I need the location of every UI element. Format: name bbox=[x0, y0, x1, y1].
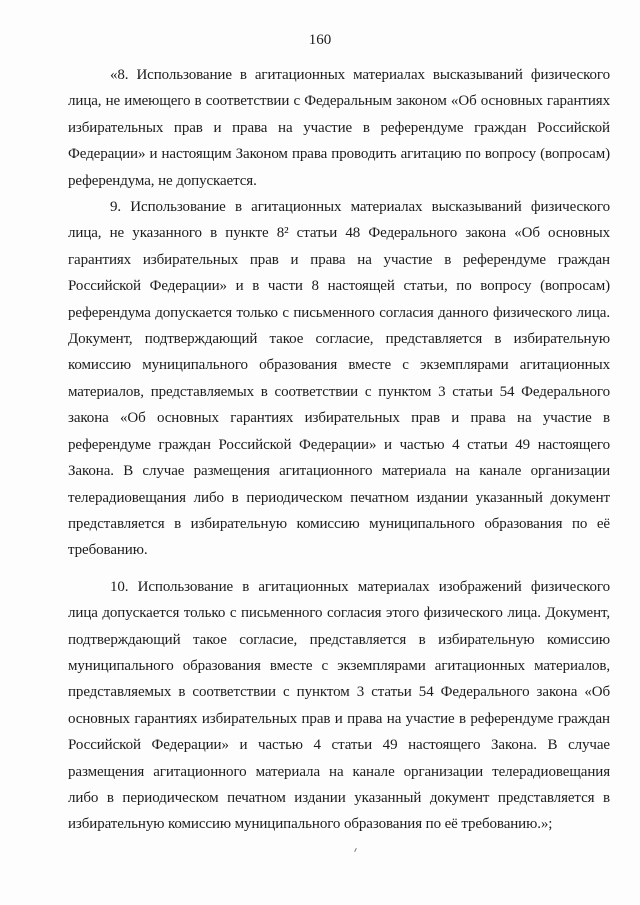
scan-speck bbox=[354, 848, 357, 852]
paragraph-9: 9. Использование в агитационных материалах высказываний физического лица, не указанного в пункте 8² статьи 48 Федерального закона «Об основных гарантиях избирательных прав и права на участие в референдуме граждан Российской Федерации» и в части 8 настоящей статьи, по вопросу (вопросам) референдума допускается только с письменного согласия данного физического лица. Документ, подтверждающий такое согласие, представляется в избирательную комиссию муниципального образования вместе с экземплярами агитационных материалов, представляемых в соответствии с пунктом 3 статьи 54 Федерального закона «Об основных гарантиях избирательных прав и права на участие в референдуме граждан Российской Федерации» и частью 4 статьи 49 настоящего Закона. В случае размещения агитационного материала на канале организации телерадиовещания либо в периодическом печатном издании указанный документ представляется в избирательную комиссию муниципального образования по её требованию. bbox=[68, 199, 610, 559]
paragraph-8: «8. Использование в агитационных материалах высказываний физического лица, не имеющего в соответствии с Федеральным законом «Об основных гарантиях избирательных прав и права на участие в референдуме граждан Российской Федерации» и настоящим Законом права проводить агитацию по вопросу (вопросам) референдума, не допускается. bbox=[68, 67, 610, 189]
paragraph-10: 10. Использование в агитационных материалах изображений физического лица допускается только с письменного согласия этого физического лица. Документ, подтверждающий такое согласие, представляется в избирательную комиссию муниципального образования вместе с экземплярами агитационных материалов, представляемых в соответствии с пунктом 3 статьи 54 Федерального закона «Об основных гарантиях избирательных прав и права на участие в референдуме граждан Российской Федерации» и частью 4 статьи 49 настоящего Закона. В случае размещения агитационного материала на канале организации телерадиовещания либо в периодическом печатном издании указанный документ представляется в избирательную комиссию муниципального образования по её требованию.»; bbox=[68, 578, 610, 833]
page-number: 160 bbox=[308, 32, 332, 48]
document-body bbox=[68, 62, 610, 838]
